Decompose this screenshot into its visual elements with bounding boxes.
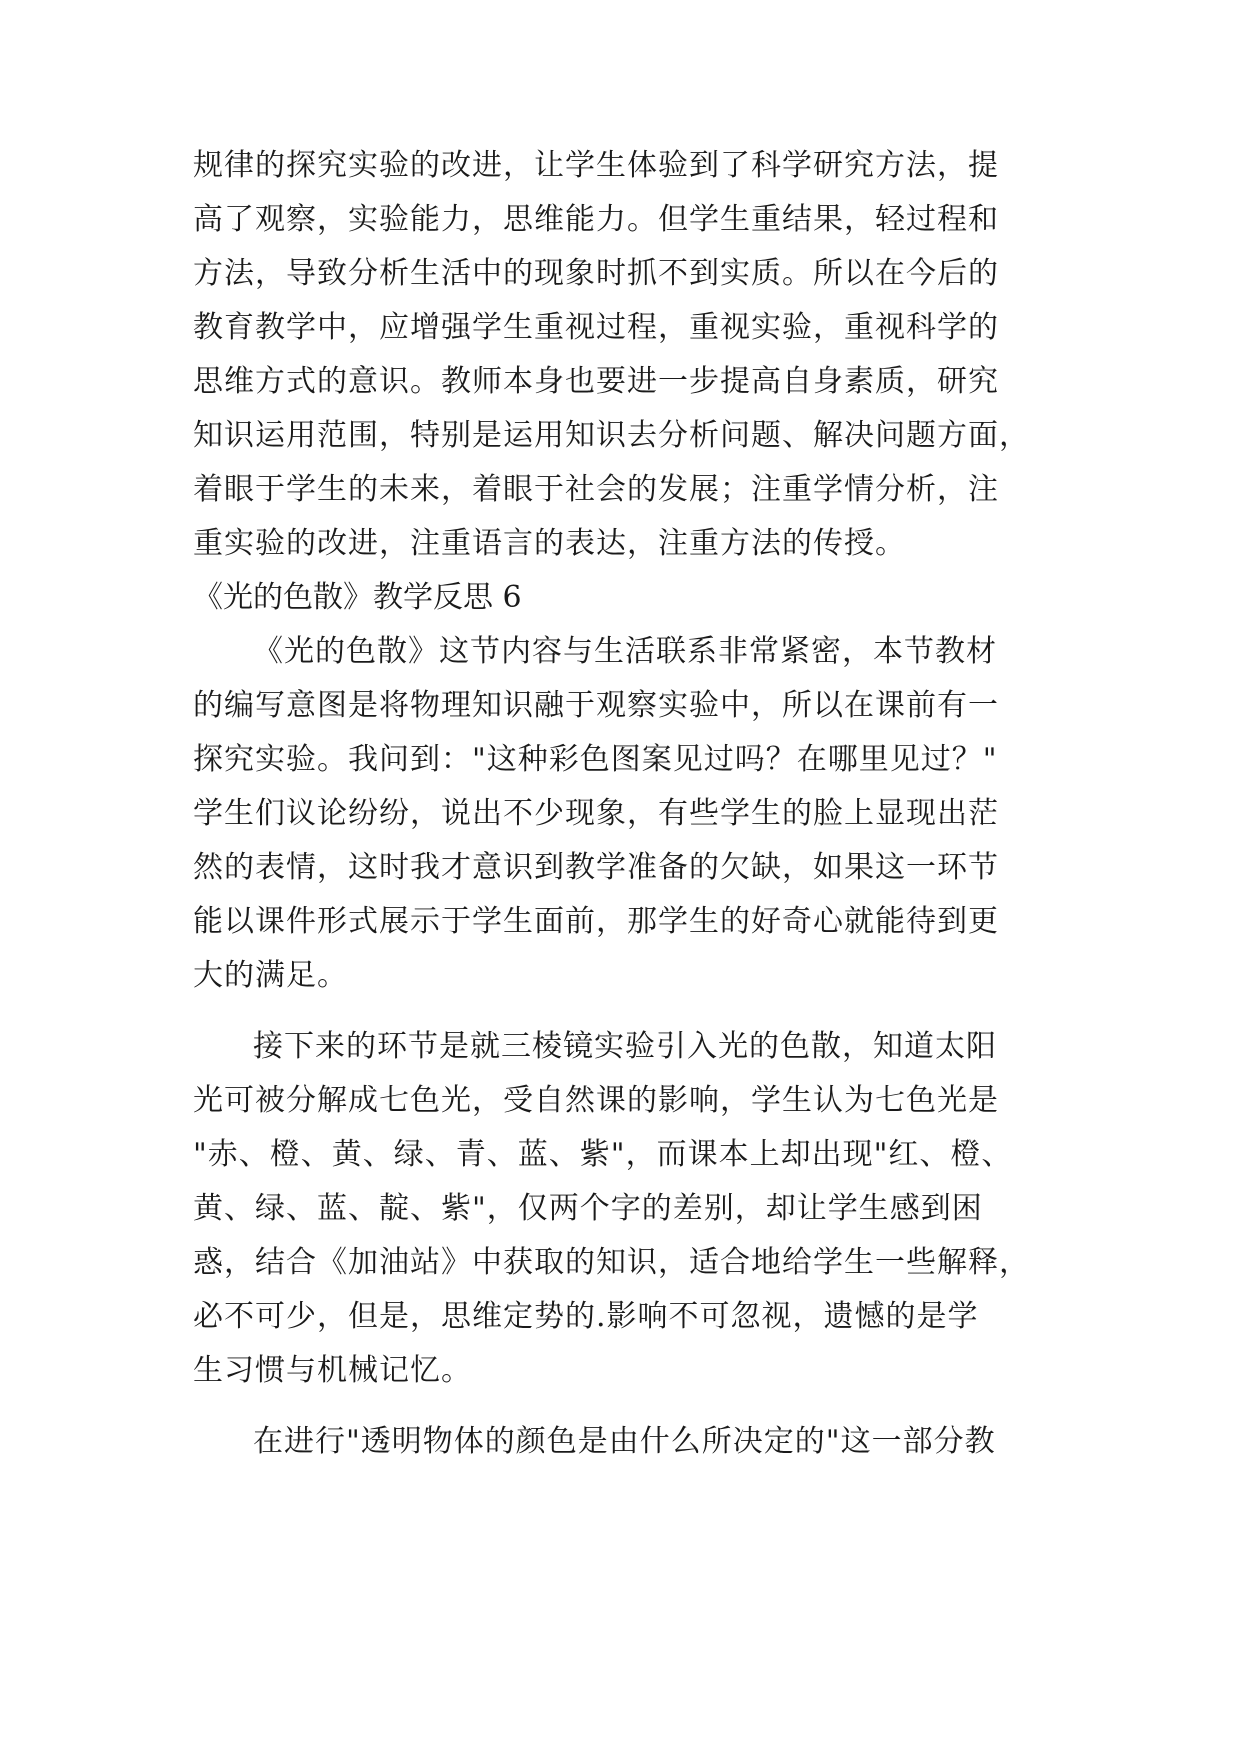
- paragraph-line: 黄、绿、蓝、靛、紫"，仅两个字的差别，却让学生感到困: [193, 1191, 983, 1226]
- paragraph-line: 规律的探究实验的改进，让学生体验到了科学研究方法，提: [193, 148, 999, 183]
- paragraph-line: 然的表情，这时我才意识到教学准备的欠缺，如果这一环节: [193, 850, 999, 885]
- paragraph-line: 光可被分解成七色光，受自然课的影响，学生认为七色光是: [193, 1083, 999, 1118]
- paragraph-line: 高了观察，实验能力，思维能力。但学生重结果，轻过程和: [193, 202, 999, 237]
- paragraph-line: 接下来的环节是就三棱镜实验引入光的色散，知道太阳: [253, 1029, 997, 1064]
- paragraph-line: 探究实验。我问到："这种彩色图案见过吗？在哪里见过？": [193, 742, 998, 777]
- paragraph-line: 学生们议论纷纷，说出不少现象，有些学生的脸上显现出茫: [193, 796, 999, 831]
- paragraph-line: 重实验的改进，注重语言的表达，注重方法的传授。: [193, 526, 906, 561]
- section-heading: 《光的色散》教学反思 6: [193, 580, 522, 615]
- paragraph-line: 知识运用范围，特别是运用知识去分析问题、解决问题方面，: [193, 418, 1030, 453]
- paragraph-line: 思维方式的意识。教师本身也要进一步提高自身素质，研究: [193, 364, 999, 399]
- paragraph-line: 教育教学中，应增强学生重视过程，重视实验，重视科学的: [193, 310, 999, 345]
- paragraph-line: 惑，结合《加油站》中获取的知识，适合地给学生一些解释，: [193, 1245, 1030, 1280]
- paragraph-line: 的编写意图是将物理知识融于观察实验中，所以在课前有一: [193, 688, 999, 723]
- paragraph-line: "赤、橙、黄、绿、青、蓝、紫"，而课本上却出现"红、橙、: [193, 1137, 1013, 1172]
- paragraph-line: 着眼于学生的未来，着眼于社会的发展；注重学情分析，注: [193, 472, 999, 507]
- paragraph-line: 方法，导致分析生活中的现象时抓不到实质。所以在今后的: [193, 256, 999, 291]
- paragraph-line: 能以课件形式展示于学生面前，那学生的好奇心就能待到更: [193, 904, 999, 939]
- paragraph-line: 《光的色散》这节内容与生活联系非常紧密，本节教材: [253, 634, 997, 669]
- paragraph-line: 大的满足。: [193, 958, 348, 993]
- paragraph-line: 生习惯与机械记忆。: [193, 1353, 472, 1388]
- paragraph-line: 必不可少，但是，思维定势的.影响不可忽视，遗憾的是学: [193, 1299, 979, 1334]
- paragraph-line: 在进行"透明物体的颜色是由什么所决定的"这一部分教: [253, 1424, 996, 1459]
